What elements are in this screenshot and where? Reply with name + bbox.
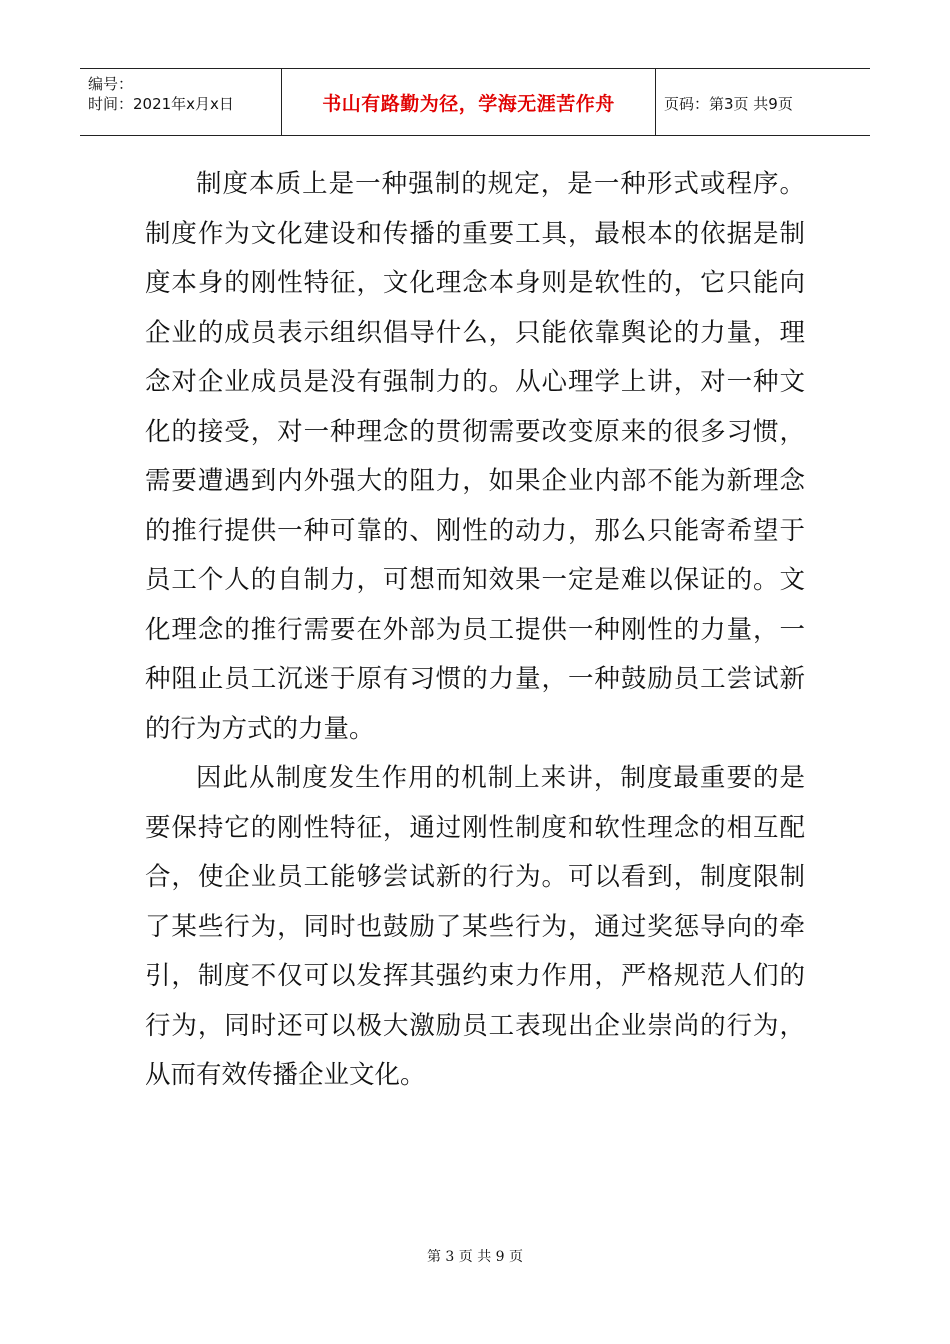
page-footer: 第 3 页 共 9 页 [426,1249,524,1265]
date-label: 时间：2021年x月x日 [88,95,234,113]
document-header [80,68,870,136]
document-body [145,160,805,1101]
header-page-info: 页码：第3页 共9页 [664,95,793,113]
serial-number-label: 编号： [88,75,134,93]
header-divider [655,69,656,135]
header-motto: 书山有路勤为径，学海无涯苦作舟 [322,93,615,115]
body-paragraph: 因此从制度发生作用的机制上来讲，制度最重要的是要保持它的刚性特征，通过刚性制度和软性理念的相互配合，使企业员工能够尝试新的行为。可以看到，制度限制了某些行为，同时也鼓励了某些行为，通过奖惩导向的牵引，制度不仅可以发挥其强约束力作用，严格规范人们的行为，同时还可以极大激励员工表现出企业崇尚的行为，从而有效传播企业文化。 [145,763,805,1090]
body-paragraph: 制度本质上是一种强制的规定，是一种形式或程序。制度作为文化建设和传播的重要工具，最根本的依据是制度本身的刚性特征，文化理念本身则是软性的，它只能向企业的成员表示组织倡导什么，只能依靠舆论的力量，理念对企业成员是没有强制力的。从心理学上讲，对一种文化的接受，对一种理念的贯彻需要改变原来的很多习惯，需要遭遇到内外强大的阻力，如果企业内部不能为新理念的推行提供一种可靠的、刚性的动力，那么只能寄希望于员工个人的自制力，可想而知效果一定是难以保证的。文化理念的推行需要在外部为员工提供一种刚性的力量，一种阻止员工沉迷于原有习惯的力量，一种鼓励员工尝试新的行为方式的力量。 [145,169,805,744]
document-meta [88,74,234,114]
